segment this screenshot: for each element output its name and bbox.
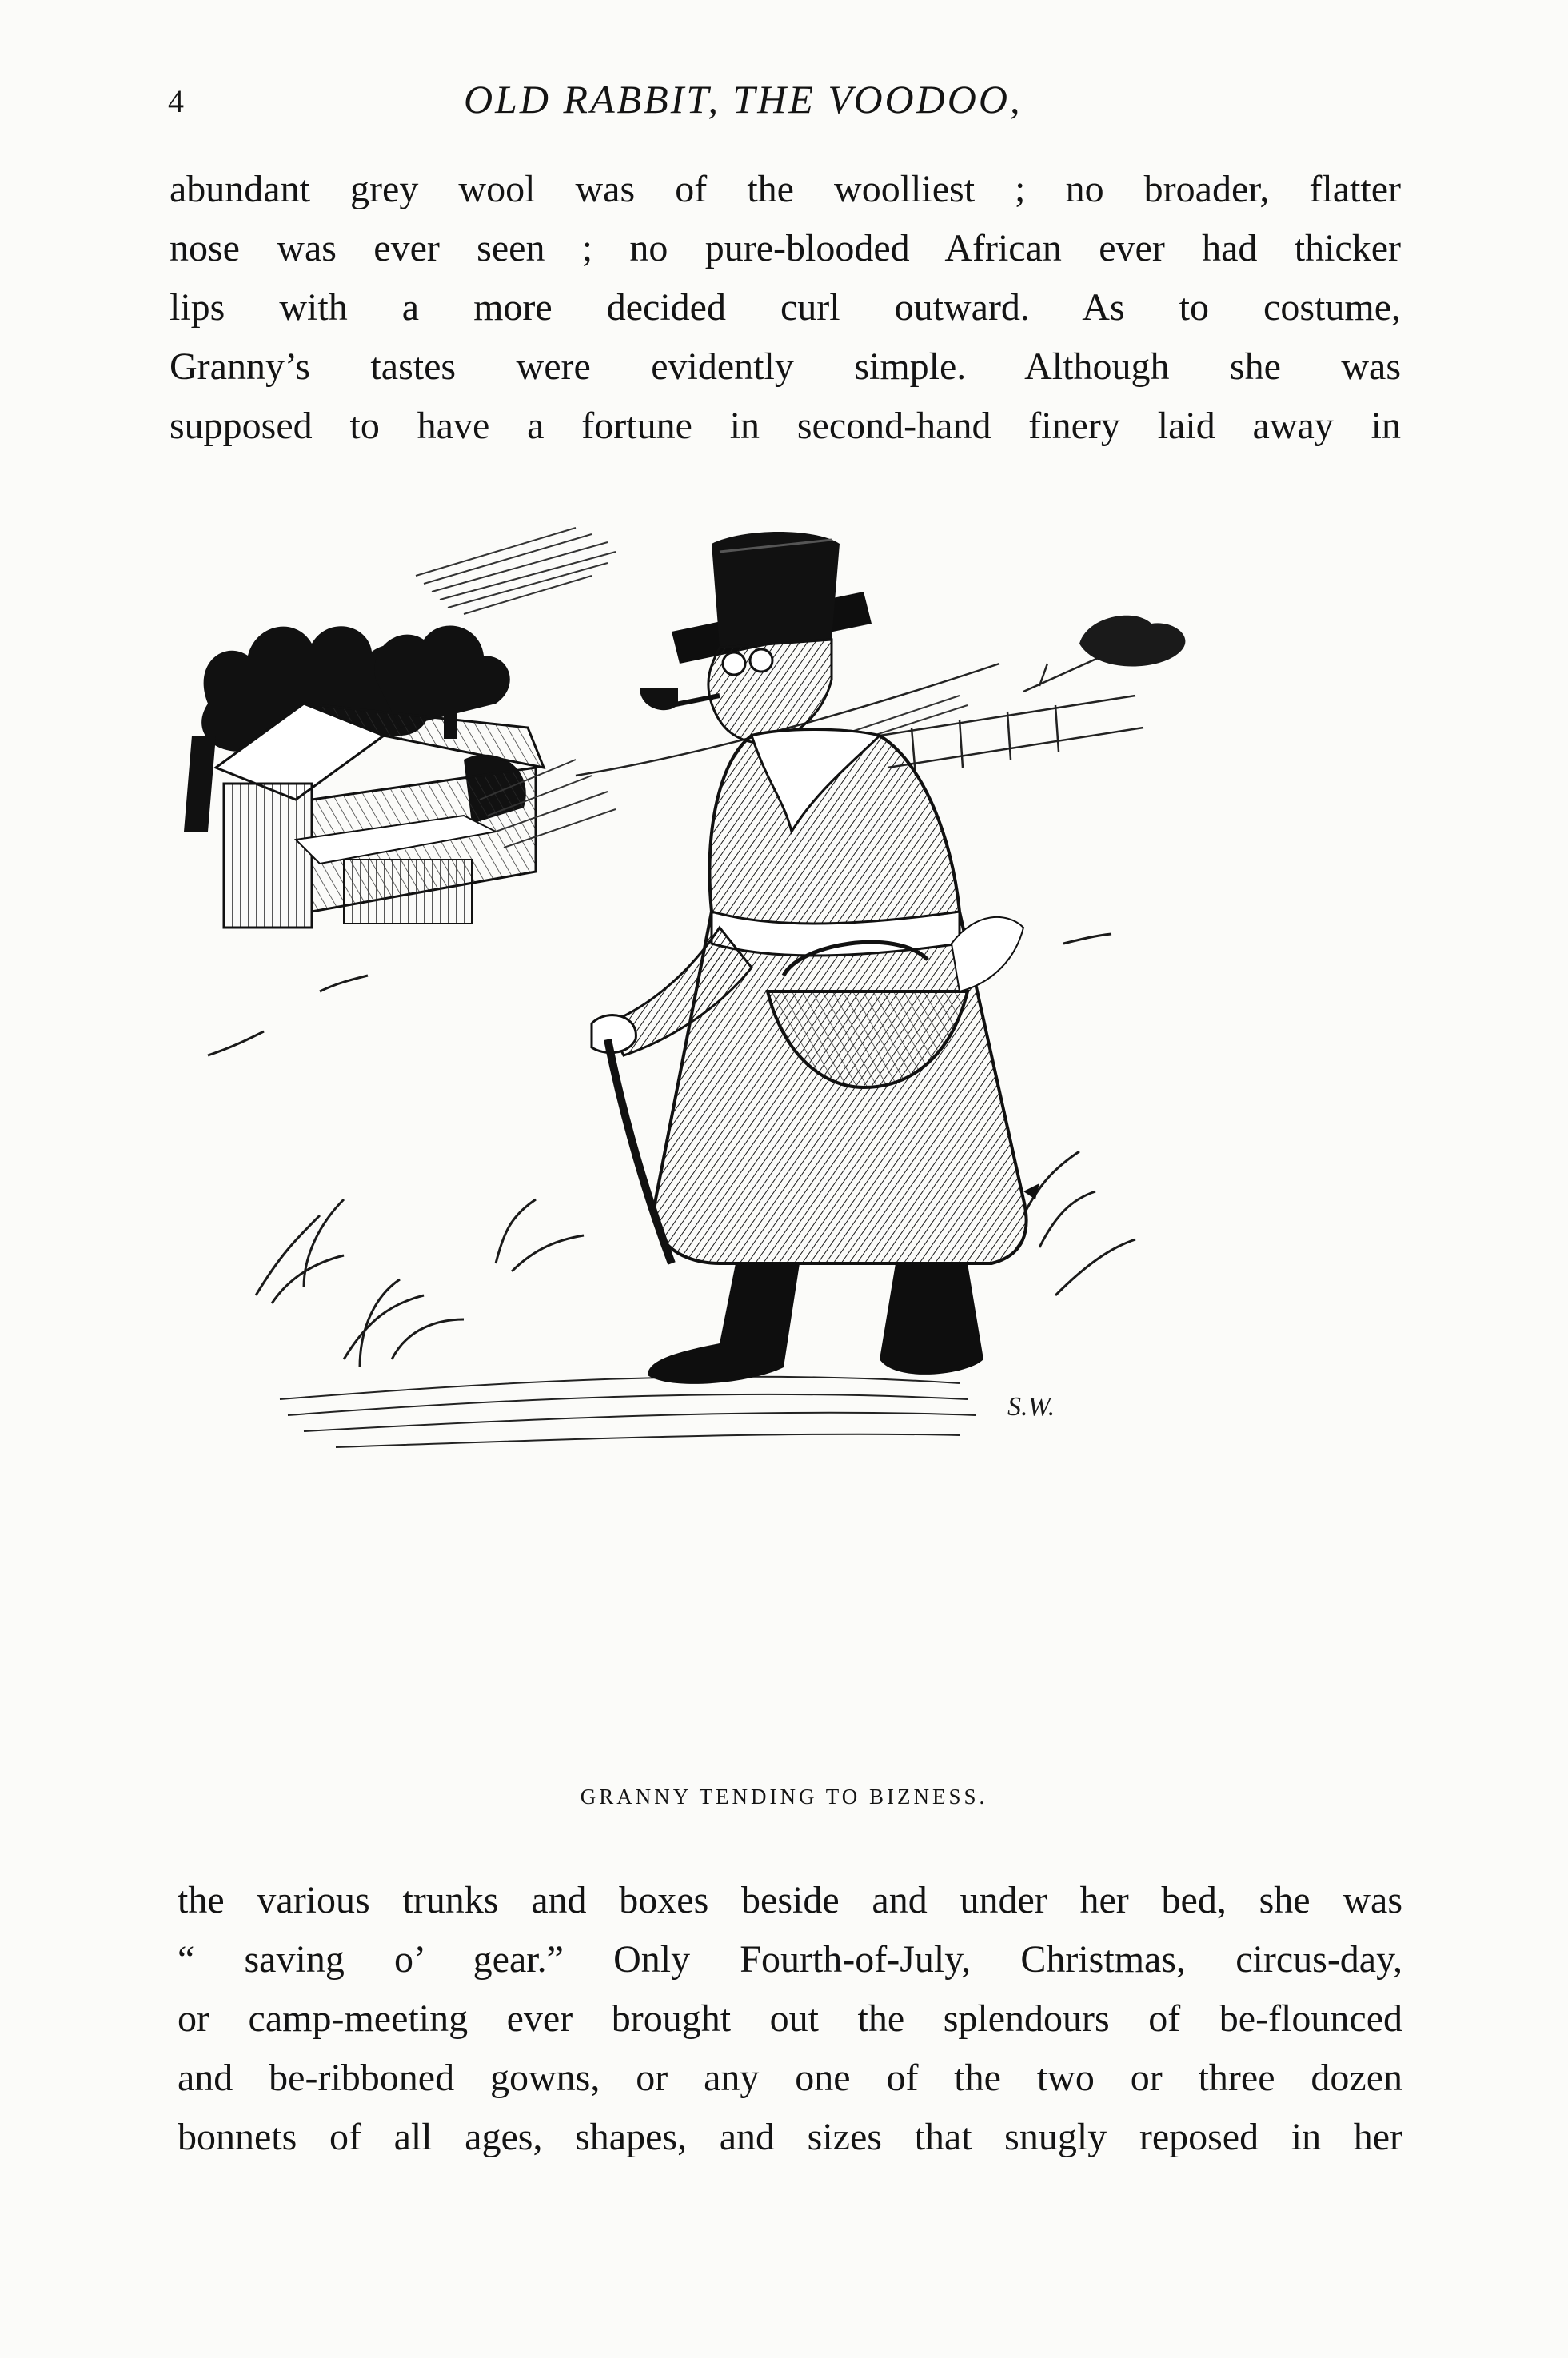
running-head: OLD RABBIT, THE VOODOO,: [464, 77, 1023, 122]
glasses-icon: [723, 652, 745, 675]
text-line: Granny’s tastes were evidently simple. Although she was: [170, 345, 1401, 388]
sky-hatching: [416, 528, 616, 614]
illustration-granny: [160, 496, 1407, 1751]
page-header: [0, 76, 1568, 132]
ground-shading: [280, 1377, 976, 1447]
body-text-bottom: [178, 1871, 1402, 2167]
text-line: lips with a more decided curl outward. As to costume,: [170, 286, 1401, 329]
text-line: supposed to have a fortune in second-hand finery laid away in: [170, 405, 1401, 447]
text-line: bonnets of all ages, shapes, and sizes that snugly reposed in her: [178, 2116, 1402, 2158]
insect-icon: [1023, 1183, 1039, 1199]
boot-icon: [648, 1263, 800, 1384]
text-line: nose was ever seen ; no pure-blooded African ever had thicker: [170, 227, 1401, 269]
body-text-top: [170, 160, 1401, 456]
artist-signature: S.W.: [1007, 1392, 1055, 1422]
page-number: 4: [168, 83, 184, 119]
granny-figure: [592, 532, 1027, 1384]
house-icon: [216, 704, 544, 928]
text-line: abundant grey wool was of the woolliest ; no broader, flatter: [170, 168, 1401, 210]
text-line: the various trunks and boxes beside and under her bed, she was: [178, 1879, 1402, 1921]
text-line: and be-ribboned gowns, or any one of the two or three dozen: [178, 2057, 1402, 2099]
text-line: or camp-meeting ever brought out the splendours of be-flounced: [178, 1997, 1402, 2040]
figure-caption: GRANNY TENDING TO BIZNESS.: [580, 1785, 988, 1809]
cane-icon: [608, 1039, 672, 1263]
text-line: “ saving o’ gear.” Only Fourth-of-July, Christmas, circus-day,: [178, 1938, 1402, 1981]
